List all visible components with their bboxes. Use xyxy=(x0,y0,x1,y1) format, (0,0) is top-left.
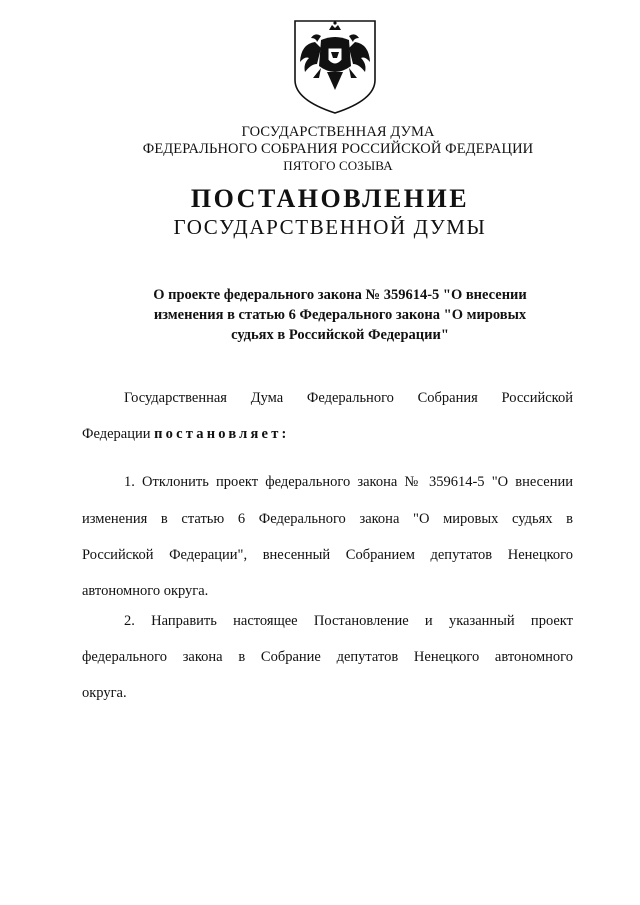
org-line-3: ПЯТОГО СОЗЫВА xyxy=(283,158,393,173)
item-1-line: изменения в статью 6 Федерального закона "О мировых судьях в xyxy=(82,511,573,527)
org-line-2: ФЕДЕРАЛЬНОГО СОБРАНИЯ РОССИЙСКОЙ ФЕДЕРАЦИИ xyxy=(142,141,534,157)
item-1-line: 1. Отклонить проект федерального закона № 359614-5 "О внесении xyxy=(124,474,573,490)
item-1-line: Российской Федерации", внесенный Собранием депутатов Ненецкого xyxy=(82,547,573,563)
preamble-prefix: Федерации xyxy=(82,426,151,442)
org-line-1: ГОСУДАРСТВЕННАЯ ДУМА xyxy=(241,124,435,140)
item-2-line: округа. xyxy=(82,685,127,701)
document-issuer-title: ГОСУДАРСТВЕННОЙ ДУМЫ xyxy=(173,215,487,239)
item-2-line: 2. Направить настоящее Постановление и указанный проект xyxy=(124,613,573,629)
item-1-line: автономного округа. xyxy=(82,583,209,599)
preamble-line: Государственная Дума Федерального Собрания Российской xyxy=(124,390,573,406)
item-2-line: федерального закона в Собрание депутатов Ненецкого автономного xyxy=(82,649,573,665)
subject-line: О проекте федерального закона № 359614-5 "О внесении xyxy=(153,287,527,303)
decision-word: постановляет: xyxy=(154,426,290,442)
subject-line: изменения в статью 6 Федерального закона "О мировых xyxy=(153,307,527,323)
subject-line: судьях в Российской Федерации" xyxy=(231,327,449,343)
document-type-title: ПОСТАНОВЛЕНИЕ xyxy=(190,184,470,213)
document-subject xyxy=(120,285,560,345)
russian-coat-of-arms-icon xyxy=(291,18,379,116)
preamble-decision-line xyxy=(82,426,290,443)
